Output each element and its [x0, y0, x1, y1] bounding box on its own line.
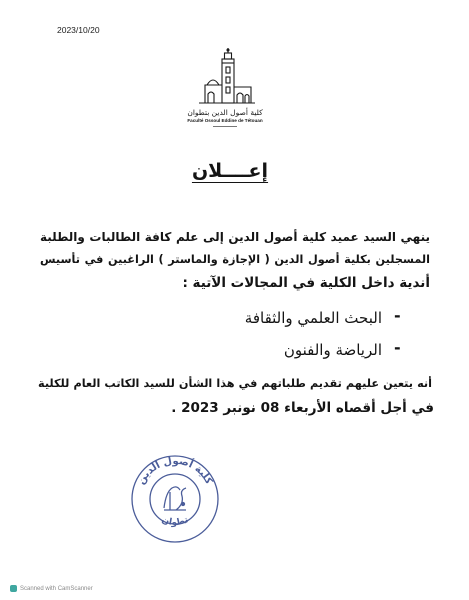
logo-divider — [213, 126, 237, 127]
bullet-marker-2: - — [394, 338, 401, 357]
bullet-item-research-culture: البحث العلمي والثقافة — [244, 309, 382, 327]
closing-line-2: في أجل أقصاه الأربعاء 08 نونبر 2023 . — [171, 400, 434, 416]
intro-line-2: المسجلين بكلية أصول الدين ( الإجازة والماستر ) الراغبين في تأسيس — [40, 253, 430, 266]
bullet-item-sports-arts: الرياضة والفنون — [283, 341, 382, 359]
intro-line-1: ينهي السيد عميد كلية أصول الدين إلى علم كافة الطالبات والطلبة — [40, 230, 430, 244]
faculty-stamp — [128, 452, 222, 546]
bullet-marker-1: - — [394, 306, 401, 325]
stamp-top-text: كلية أصول الدين — [135, 455, 215, 487]
faculty-logo-minaret-icon — [197, 47, 257, 109]
svg-text:تطوان — [160, 515, 190, 528]
svg-text:كلية أصول الدين — [136, 456, 214, 487]
document-date: 2023/10/20 — [57, 25, 100, 35]
closing-line-1: أنه يتعين عليهم تقديم طلباتهم في هذا الشأن للسيد الكاتب العام للكلية — [38, 377, 432, 390]
faculty-name-arabic: كلية أصول الدين بتطوان — [187, 108, 263, 117]
faculty-name-french: Faculté Ossoul Eddine de Tétouan — [187, 118, 263, 123]
scanner-watermark — [10, 585, 93, 592]
camscanner-logo-icon — [10, 585, 17, 592]
intro-line-3: أندية داخل الكلية في المجالات الآتية : — [182, 275, 430, 291]
scanner-watermark-text: Scanned with CamScanner — [20, 585, 93, 592]
stamp-bottom-text: تطوان — [160, 515, 191, 529]
announcement-title: إعــــلان — [191, 160, 269, 182]
